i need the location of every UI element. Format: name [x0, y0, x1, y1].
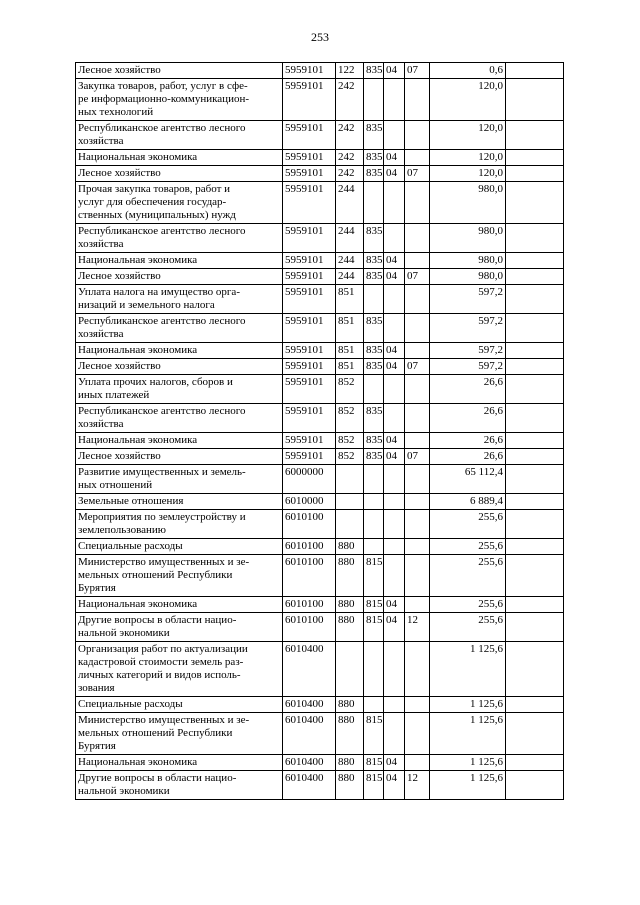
cell-subsection — [405, 314, 430, 343]
cell-subsection: 07 — [405, 166, 430, 182]
cell-target-article: 5959101 — [283, 121, 336, 150]
cell-expense-type: 244 — [336, 182, 364, 224]
cell-empty — [506, 404, 564, 433]
cell-section: 04 — [384, 613, 405, 642]
cell-name: Развитие имущественных и земель- ных отношений — [76, 465, 283, 494]
cell-amount: 26,6 — [430, 449, 506, 465]
cell-section: 04 — [384, 166, 405, 182]
cell-section: 04 — [384, 433, 405, 449]
cell-amount: 26,6 — [430, 404, 506, 433]
cell-name: Республиканское агентство лесного хозяйства — [76, 224, 283, 253]
cell-expense-type: 852 — [336, 404, 364, 433]
cell-amount: 597,2 — [430, 343, 506, 359]
cell-subsection: 07 — [405, 359, 430, 375]
cell-section: 04 — [384, 150, 405, 166]
table-row — [76, 404, 564, 433]
cell-administrator: 815 — [364, 613, 384, 642]
cell-amount: 597,2 — [430, 314, 506, 343]
cell-empty — [506, 63, 564, 79]
cell-administrator: 815 — [364, 597, 384, 613]
cell-section — [384, 314, 405, 343]
budget-table — [75, 62, 564, 800]
table-row — [76, 359, 564, 375]
cell-section — [384, 182, 405, 224]
cell-administrator: 835 — [364, 269, 384, 285]
cell-expense-type — [336, 465, 364, 494]
table-row — [76, 539, 564, 555]
cell-name: Республиканское агентство лесного хозяйства — [76, 314, 283, 343]
table-row — [76, 433, 564, 449]
cell-section: 04 — [384, 359, 405, 375]
cell-name: Другие вопросы в области нацио- нальной экономики — [76, 613, 283, 642]
cell-administrator — [364, 285, 384, 314]
cell-expense-type: 880 — [336, 613, 364, 642]
cell-name: Специальные расходы — [76, 697, 283, 713]
cell-administrator — [364, 465, 384, 494]
cell-target-article: 5959101 — [283, 182, 336, 224]
cell-expense-type: 880 — [336, 755, 364, 771]
cell-subsection — [405, 121, 430, 150]
cell-administrator: 835 — [364, 150, 384, 166]
cell-subsection: 07 — [405, 449, 430, 465]
cell-expense-type: 852 — [336, 433, 364, 449]
cell-section — [384, 642, 405, 697]
cell-administrator: 835 — [364, 359, 384, 375]
cell-section: 04 — [384, 269, 405, 285]
cell-name: Национальная экономика — [76, 150, 283, 166]
cell-amount: 255,6 — [430, 597, 506, 613]
cell-empty — [506, 285, 564, 314]
cell-expense-type — [336, 510, 364, 539]
cell-empty — [506, 539, 564, 555]
cell-administrator — [364, 697, 384, 713]
cell-expense-type: 852 — [336, 375, 364, 404]
cell-expense-type: 242 — [336, 79, 364, 121]
cell-target-article: 5959101 — [283, 375, 336, 404]
cell-subsection: 07 — [405, 63, 430, 79]
table-row — [76, 150, 564, 166]
cell-subsection — [405, 182, 430, 224]
cell-target-article: 5959101 — [283, 79, 336, 121]
cell-section: 04 — [384, 597, 405, 613]
cell-target-article: 5959101 — [283, 433, 336, 449]
cell-expense-type: 880 — [336, 539, 364, 555]
cell-section — [384, 404, 405, 433]
cell-expense-type: 242 — [336, 121, 364, 150]
cell-name: Национальная экономика — [76, 755, 283, 771]
cell-empty — [506, 150, 564, 166]
cell-administrator: 835 — [364, 404, 384, 433]
cell-amount: 26,6 — [430, 375, 506, 404]
cell-amount: 255,6 — [430, 613, 506, 642]
cell-empty — [506, 642, 564, 697]
table-row — [76, 375, 564, 404]
cell-name: Другие вопросы в области нацио- нальной экономики — [76, 771, 283, 800]
cell-administrator: 815 — [364, 555, 384, 597]
cell-target-article: 5959101 — [283, 224, 336, 253]
cell-expense-type: 880 — [336, 697, 364, 713]
cell-target-article: 6010100 — [283, 613, 336, 642]
cell-expense-type: 242 — [336, 166, 364, 182]
cell-amount: 1 125,6 — [430, 697, 506, 713]
cell-target-article: 5959101 — [283, 449, 336, 465]
table-row — [76, 121, 564, 150]
cell-empty — [506, 449, 564, 465]
cell-administrator: 835 — [364, 433, 384, 449]
cell-administrator — [364, 539, 384, 555]
cell-amount: 6 889,4 — [430, 494, 506, 510]
table-row — [76, 555, 564, 597]
cell-administrator: 815 — [364, 771, 384, 800]
table-row — [76, 343, 564, 359]
cell-empty — [506, 555, 564, 597]
cell-amount: 980,0 — [430, 269, 506, 285]
cell-expense-type: 880 — [336, 555, 364, 597]
cell-name: Республиканское агентство лесного хозяйства — [76, 404, 283, 433]
cell-name: Национальная экономика — [76, 597, 283, 613]
cell-name: Земельные отношения — [76, 494, 283, 510]
cell-empty — [506, 253, 564, 269]
cell-empty — [506, 433, 564, 449]
cell-target-article: 6010400 — [283, 642, 336, 697]
cell-target-article: 6010400 — [283, 771, 336, 800]
cell-expense-type: 851 — [336, 314, 364, 343]
cell-empty — [506, 613, 564, 642]
cell-target-article: 6010100 — [283, 539, 336, 555]
cell-amount: 980,0 — [430, 224, 506, 253]
cell-subsection — [405, 433, 430, 449]
cell-subsection — [405, 510, 430, 539]
cell-expense-type — [336, 494, 364, 510]
cell-subsection — [405, 285, 430, 314]
cell-target-article: 6010400 — [283, 755, 336, 771]
cell-administrator: 835 — [364, 121, 384, 150]
cell-amount: 255,6 — [430, 555, 506, 597]
cell-subsection — [405, 555, 430, 597]
cell-empty — [506, 224, 564, 253]
cell-subsection: 12 — [405, 771, 430, 800]
cell-target-article: 5959101 — [283, 63, 336, 79]
cell-expense-type: 852 — [336, 449, 364, 465]
cell-empty — [506, 182, 564, 224]
cell-section: 04 — [384, 771, 405, 800]
cell-empty — [506, 375, 564, 404]
cell-amount: 120,0 — [430, 150, 506, 166]
cell-administrator: 815 — [364, 713, 384, 755]
cell-empty — [506, 166, 564, 182]
cell-section — [384, 224, 405, 253]
cell-administrator — [364, 510, 384, 539]
cell-name: Мероприятия по землеустройству и землепользованию — [76, 510, 283, 539]
cell-amount: 1 125,6 — [430, 713, 506, 755]
cell-amount: 980,0 — [430, 253, 506, 269]
cell-section — [384, 713, 405, 755]
cell-empty — [506, 755, 564, 771]
cell-amount: 26,6 — [430, 433, 506, 449]
cell-subsection — [405, 697, 430, 713]
table-row — [76, 166, 564, 182]
cell-amount: 120,0 — [430, 121, 506, 150]
cell-empty — [506, 713, 564, 755]
table-row — [76, 79, 564, 121]
cell-administrator: 815 — [364, 755, 384, 771]
table-row — [76, 613, 564, 642]
cell-section: 04 — [384, 343, 405, 359]
table-row — [76, 269, 564, 285]
cell-subsection — [405, 79, 430, 121]
cell-subsection — [405, 465, 430, 494]
cell-target-article: 5959101 — [283, 359, 336, 375]
cell-name: Закупка товаров, работ, услуг в сфе- ре информационно-коммуникацион- ных технологий — [76, 79, 283, 121]
cell-administrator: 835 — [364, 253, 384, 269]
table-row — [76, 465, 564, 494]
cell-expense-type: 244 — [336, 269, 364, 285]
cell-amount: 1 125,6 — [430, 642, 506, 697]
cell-target-article: 6010100 — [283, 510, 336, 539]
cell-empty — [506, 314, 564, 343]
cell-administrator: 835 — [364, 314, 384, 343]
cell-administrator — [364, 182, 384, 224]
cell-subsection — [405, 224, 430, 253]
cell-name: Лесное хозяйство — [76, 269, 283, 285]
cell-administrator: 835 — [364, 166, 384, 182]
cell-empty — [506, 771, 564, 800]
cell-target-article: 6010100 — [283, 597, 336, 613]
cell-administrator: 835 — [364, 224, 384, 253]
table-row — [76, 597, 564, 613]
cell-amount: 980,0 — [430, 182, 506, 224]
cell-empty — [506, 79, 564, 121]
cell-expense-type: 242 — [336, 150, 364, 166]
table-row — [76, 449, 564, 465]
cell-target-article: 5959101 — [283, 285, 336, 314]
cell-section — [384, 79, 405, 121]
table-row — [76, 642, 564, 697]
cell-name: Специальные расходы — [76, 539, 283, 555]
cell-amount: 120,0 — [430, 166, 506, 182]
cell-expense-type: 851 — [336, 343, 364, 359]
cell-section — [384, 465, 405, 494]
cell-amount: 65 112,4 — [430, 465, 506, 494]
cell-expense-type: 122 — [336, 63, 364, 79]
cell-empty — [506, 121, 564, 150]
cell-empty — [506, 494, 564, 510]
cell-amount: 1 125,6 — [430, 755, 506, 771]
table-row — [76, 182, 564, 224]
table-row — [76, 494, 564, 510]
table-row — [76, 314, 564, 343]
cell-administrator — [364, 642, 384, 697]
cell-name: Лесное хозяйство — [76, 359, 283, 375]
cell-empty — [506, 269, 564, 285]
cell-subsection — [405, 375, 430, 404]
cell-name: Лесное хозяйство — [76, 63, 283, 79]
cell-amount: 597,2 — [430, 359, 506, 375]
cell-amount: 255,6 — [430, 510, 506, 539]
cell-expense-type — [336, 642, 364, 697]
table-row — [76, 285, 564, 314]
cell-subsection — [405, 539, 430, 555]
cell-target-article: 5959101 — [283, 269, 336, 285]
cell-empty — [506, 465, 564, 494]
table-row — [76, 253, 564, 269]
cell-name: Прочая закупка товаров, работ и услуг для обеспечения государ- ственных (муниципальных) нужд — [76, 182, 283, 224]
cell-name: Министерство имущественных и зе- мельных отношений Республики Бурятия — [76, 555, 283, 597]
table-row — [76, 510, 564, 539]
cell-target-article: 5959101 — [283, 314, 336, 343]
cell-empty — [506, 597, 564, 613]
cell-section — [384, 697, 405, 713]
cell-administrator: 835 — [364, 343, 384, 359]
cell-subsection: 12 — [405, 613, 430, 642]
cell-administrator: 835 — [364, 63, 384, 79]
cell-name: Лесное хозяйство — [76, 449, 283, 465]
table-row — [76, 224, 564, 253]
cell-administrator: 835 — [364, 449, 384, 465]
cell-target-article: 5959101 — [283, 404, 336, 433]
cell-amount: 1 125,6 — [430, 771, 506, 800]
cell-empty — [506, 697, 564, 713]
cell-expense-type: 244 — [336, 224, 364, 253]
cell-subsection — [405, 597, 430, 613]
cell-empty — [506, 510, 564, 539]
table-row — [76, 713, 564, 755]
cell-section — [384, 494, 405, 510]
cell-section — [384, 510, 405, 539]
cell-section: 04 — [384, 449, 405, 465]
cell-target-article: 5959101 — [283, 166, 336, 182]
cell-amount: 0,6 — [430, 63, 506, 79]
cell-section — [384, 375, 405, 404]
cell-amount: 120,0 — [430, 79, 506, 121]
cell-empty — [506, 343, 564, 359]
table-row — [76, 771, 564, 800]
cell-target-article: 6010000 — [283, 494, 336, 510]
cell-name: Министерство имущественных и зе- мельных отношений Республики Бурятия — [76, 713, 283, 755]
table-row — [76, 63, 564, 79]
cell-target-article: 6010400 — [283, 713, 336, 755]
cell-subsection — [405, 253, 430, 269]
cell-section: 04 — [384, 253, 405, 269]
cell-target-article: 5959101 — [283, 343, 336, 359]
cell-target-article: 6010100 — [283, 555, 336, 597]
cell-expense-type: 244 — [336, 253, 364, 269]
cell-section: 04 — [384, 63, 405, 79]
page-number: 253 — [311, 30, 329, 44]
cell-name: Организация работ по актуализации кадастровой стоимости земель раз- личных категорий и видов исполь- зования — [76, 642, 283, 697]
cell-name: Национальная экономика — [76, 433, 283, 449]
cell-subsection — [405, 642, 430, 697]
table-row — [76, 697, 564, 713]
cell-section — [384, 285, 405, 314]
cell-target-article: 6000000 — [283, 465, 336, 494]
table-row — [76, 755, 564, 771]
cell-target-article: 5959101 — [283, 253, 336, 269]
cell-amount: 255,6 — [430, 539, 506, 555]
cell-subsection: 07 — [405, 269, 430, 285]
cell-name: Лесное хозяйство — [76, 166, 283, 182]
cell-name: Национальная экономика — [76, 343, 283, 359]
cell-administrator — [364, 375, 384, 404]
cell-administrator — [364, 79, 384, 121]
cell-section — [384, 121, 405, 150]
cell-expense-type: 880 — [336, 597, 364, 613]
cell-expense-type: 851 — [336, 359, 364, 375]
cell-section — [384, 555, 405, 597]
cell-subsection — [405, 755, 430, 771]
cell-amount: 597,2 — [430, 285, 506, 314]
cell-expense-type: 851 — [336, 285, 364, 314]
cell-subsection — [405, 343, 430, 359]
cell-subsection — [405, 713, 430, 755]
cell-subsection — [405, 150, 430, 166]
cell-expense-type: 880 — [336, 771, 364, 800]
cell-empty — [506, 359, 564, 375]
cell-name: Национальная экономика — [76, 253, 283, 269]
cell-name: Уплата прочих налогов, сборов и иных платежей — [76, 375, 283, 404]
cell-name: Уплата налога на имущество орга- низаций и земельного налога — [76, 285, 283, 314]
cell-target-article: 6010400 — [283, 697, 336, 713]
cell-target-article: 5959101 — [283, 150, 336, 166]
cell-subsection — [405, 494, 430, 510]
cell-subsection — [405, 404, 430, 433]
cell-administrator — [364, 494, 384, 510]
cell-section — [384, 539, 405, 555]
budget-table-body — [76, 63, 564, 800]
cell-name: Республиканское агентство лесного хозяйства — [76, 121, 283, 150]
cell-expense-type: 880 — [336, 713, 364, 755]
cell-section: 04 — [384, 755, 405, 771]
